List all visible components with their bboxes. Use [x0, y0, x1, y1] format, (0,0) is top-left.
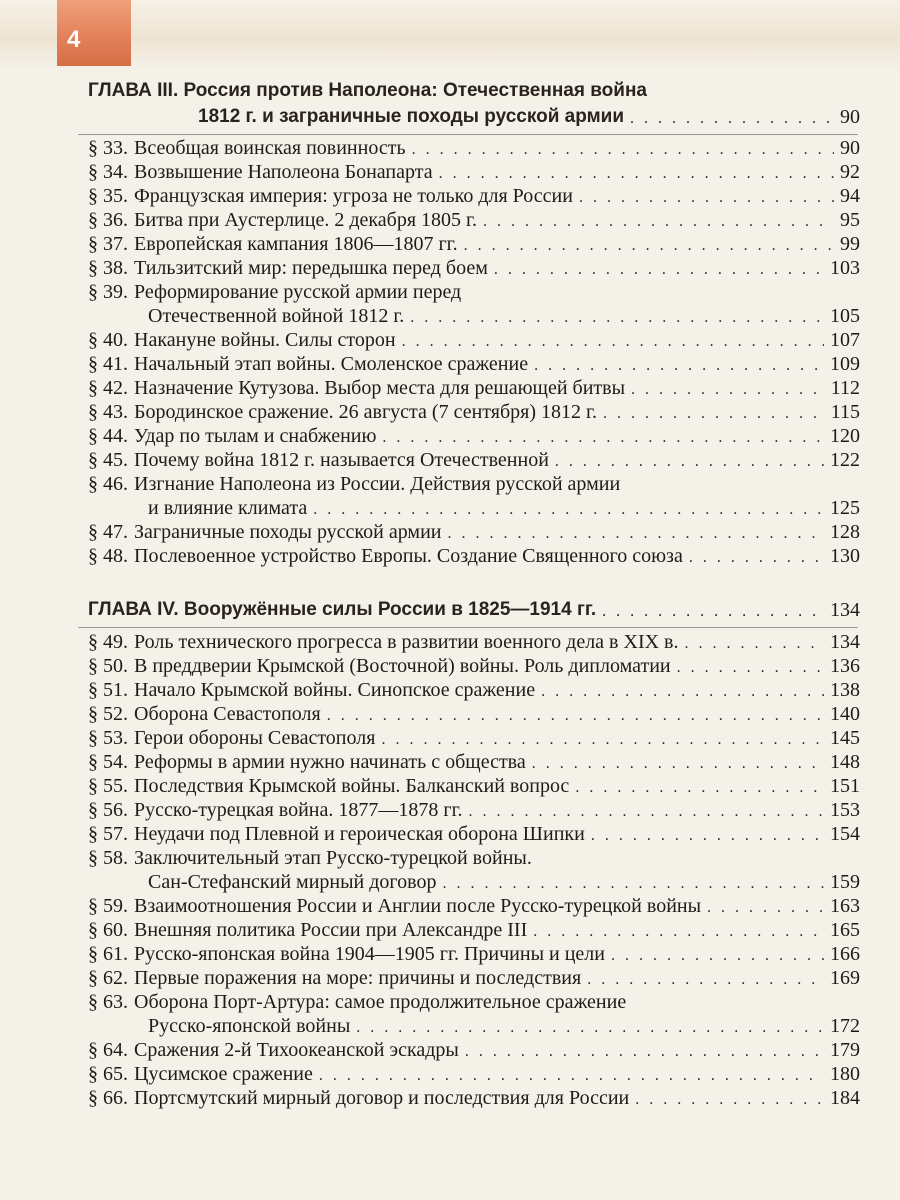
- leader-dots: [465, 1042, 824, 1062]
- page-ref: 105: [830, 305, 860, 327]
- section-title: Возвышение Наполеона Бонапарта: [134, 161, 433, 183]
- section-number: § 38.: [88, 257, 128, 279]
- section-title: Портсмутский мирный договор и последствия для России: [134, 1087, 630, 1109]
- leader-dots: [603, 404, 825, 424]
- toc-entry[interactable]: [88, 894, 860, 918]
- leader-dots: [575, 778, 824, 798]
- section-number: § 47.: [88, 521, 128, 543]
- section-number: § 55.: [88, 775, 128, 797]
- section-title: Удар по тылам и снабжению: [134, 425, 377, 447]
- section-number: § 56.: [88, 799, 128, 821]
- leader-dots: [382, 428, 824, 448]
- leader-dots: [541, 682, 824, 702]
- page-ref: 128: [830, 521, 860, 543]
- section-title: Начало Крымской войны. Синопское сражение: [134, 679, 536, 701]
- chapter-title: ГЛАВА IV. Вооружённые силы России в 1825—1914 гг.: [88, 599, 597, 620]
- section-number: § 59.: [88, 895, 128, 917]
- page-ref: 109: [830, 353, 860, 375]
- toc-entry[interactable]: [88, 702, 860, 726]
- page-ref: 159: [830, 871, 860, 893]
- toc-entry[interactable]: [88, 520, 860, 544]
- page-ref: 184: [830, 1087, 860, 1109]
- section-title: Начальный этап войны. Смоленское сражение: [134, 353, 529, 375]
- leader-dots: [442, 874, 824, 894]
- toc-entry[interactable]: [88, 774, 860, 798]
- section-title: Заграничные походы русской армии: [134, 521, 442, 543]
- toc-entry[interactable]: [88, 136, 860, 160]
- page-header-strip: [0, 0, 900, 70]
- page-ref: 125: [830, 497, 860, 519]
- chapter-title-line2: 1812 г. и заграничные походы русской армии: [198, 106, 625, 127]
- page-ref: 151: [830, 775, 860, 797]
- toc-entry[interactable]: [88, 822, 860, 846]
- section-title-cont: и влияние климата: [148, 497, 308, 519]
- section-number: § 44.: [88, 425, 128, 447]
- toc-entry[interactable]: [88, 352, 860, 376]
- section-title: Герои обороны Севастополя: [134, 727, 376, 749]
- toc-entry[interactable]: [88, 750, 860, 774]
- page-ref: 166: [830, 943, 860, 965]
- leader-dots: [555, 452, 824, 472]
- section-title: Реформирование русской армии перед: [134, 281, 462, 303]
- section-title: Неудачи под Плевной и героическая оборона Шипки: [134, 823, 585, 845]
- leader-dots: [677, 658, 824, 678]
- page-ref: 179: [830, 1039, 860, 1061]
- leader-dots: [327, 706, 824, 726]
- section-number: § 54.: [88, 751, 128, 773]
- page-ref: 112: [830, 377, 860, 399]
- page-ref: 92: [840, 161, 860, 183]
- section-number: § 40.: [88, 329, 128, 351]
- leader-dots: [447, 524, 824, 544]
- section-number: § 65.: [88, 1063, 128, 1085]
- page-ref: 172: [830, 1015, 860, 1037]
- section-number: § 60.: [88, 919, 128, 941]
- page-ref: 120: [830, 425, 860, 447]
- toc-entry[interactable]: [88, 448, 860, 472]
- leader-dots: [635, 1090, 824, 1110]
- page-ref: 140: [830, 703, 860, 725]
- toc-entry[interactable]: [88, 400, 860, 424]
- page-ref: 154: [830, 823, 860, 845]
- section-number: § 33.: [88, 137, 128, 159]
- leader-dots: [707, 898, 824, 918]
- leader-dots: [630, 109, 834, 129]
- leader-dots: [464, 236, 834, 256]
- leader-dots: [356, 1018, 824, 1038]
- toc-entry[interactable]: [88, 208, 860, 232]
- chapter-heading[interactable]: [88, 598, 860, 622]
- page-ref: 103: [830, 257, 860, 279]
- section-number: § 34.: [88, 161, 128, 183]
- toc-entry[interactable]: [88, 544, 860, 568]
- section-title: Французская империя: угроза не только для России: [134, 185, 573, 207]
- section-number: § 39.: [88, 281, 128, 303]
- page-ref: 134: [830, 599, 860, 621]
- section-number: § 53.: [88, 727, 128, 749]
- leader-dots: [483, 212, 834, 232]
- leader-dots: [631, 380, 825, 400]
- page-ref: 136: [830, 655, 860, 677]
- section-number: § 43.: [88, 401, 128, 423]
- toc-entry[interactable]: [88, 280, 860, 304]
- leader-dots: [402, 332, 824, 352]
- leader-dots: [534, 356, 824, 376]
- section-title: Битва при Аустерлице. 2 декабря 1805 г.: [134, 209, 477, 231]
- section-title: Назначение Кутузова. Выбор места для решающей битвы: [134, 377, 626, 399]
- section-number: § 62.: [88, 967, 128, 989]
- page-ref: 90: [840, 137, 860, 159]
- toc-entry-continuation[interactable]: [148, 870, 860, 894]
- toc-entry[interactable]: [88, 678, 860, 702]
- leader-dots: [591, 826, 824, 846]
- divider: [78, 627, 858, 628]
- section-number: § 66.: [88, 1087, 128, 1109]
- page-ref: 163: [830, 895, 860, 917]
- section-title: Оборона Порт-Артура: самое продолжительное сражение: [134, 991, 627, 1013]
- toc-entry[interactable]: [88, 256, 860, 280]
- toc-entry[interactable]: [88, 630, 860, 654]
- section-title-cont: Сан-Стефанский мирный договор: [148, 871, 437, 893]
- section-number: § 57.: [88, 823, 128, 845]
- page-ref: 148: [830, 751, 860, 773]
- leader-dots: [494, 260, 824, 280]
- section-title: Русско-японская война 1904—1905 гг. Причины и цели: [134, 943, 605, 965]
- leader-dots: [602, 602, 824, 622]
- page-ref: 90: [840, 106, 860, 128]
- section-number: § 49.: [88, 631, 128, 653]
- toc-entry[interactable]: [88, 184, 860, 208]
- section-title: Всеобщая воинская повинность: [134, 137, 406, 159]
- divider: [78, 134, 858, 135]
- leader-dots: [579, 188, 834, 208]
- toc-entry[interactable]: [88, 846, 860, 870]
- page-ref: 99: [840, 233, 860, 255]
- section-title: Бородинское сражение. 26 августа (7 сентября) 1812 г.: [134, 401, 597, 423]
- page-ref: 95: [840, 209, 860, 231]
- section-number: § 58.: [88, 847, 128, 869]
- leader-dots: [469, 802, 824, 822]
- page-ref: 134: [830, 631, 860, 653]
- page-ref: 94: [840, 185, 860, 207]
- leader-dots: [533, 922, 824, 942]
- toc-entry[interactable]: [88, 654, 860, 678]
- page-ref: 138: [830, 679, 860, 701]
- section-title: Цусимское сражение: [134, 1063, 313, 1085]
- toc-entry[interactable]: [88, 1062, 860, 1086]
- section-title: Сражения 2-й Тихоокеанской эскадры: [134, 1039, 459, 1061]
- toc-entry[interactable]: [88, 376, 860, 400]
- toc-entry[interactable]: [88, 942, 860, 966]
- page-ref: 115: [830, 401, 860, 423]
- toc-entry[interactable]: [88, 160, 860, 184]
- page-ref: 130: [830, 545, 860, 567]
- page-ref: 180: [830, 1063, 860, 1085]
- toc-entry-continuation[interactable]: [148, 1014, 860, 1038]
- section-title: Заключительный этап Русско-турецкой войны.: [134, 847, 532, 869]
- page-ref: 153: [830, 799, 860, 821]
- chapter-title-line1: ГЛАВА III. Россия против Наполеона: Отечественная война: [88, 80, 647, 101]
- toc-entry-continuation[interactable]: [148, 304, 860, 328]
- toc-entry[interactable]: [88, 726, 860, 750]
- section-number: § 50.: [88, 655, 128, 677]
- page-ref: 145: [830, 727, 860, 749]
- section-title: Европейская кампания 1806—1807 гг.: [134, 233, 458, 255]
- section-title: Последствия Крымской войны. Балканский вопрос: [134, 775, 570, 797]
- leader-dots: [439, 164, 834, 184]
- toc-entry[interactable]: [88, 990, 860, 1014]
- section-title: Тильзитский мир: передышка перед боем: [134, 257, 488, 279]
- leader-dots: [319, 1066, 824, 1086]
- leader-dots: [410, 308, 824, 328]
- section-title: В преддверии Крымской (Восточной) войны. Роль дипломатии: [134, 655, 671, 677]
- section-title: Реформы в армии нужно начинать с общества: [134, 751, 526, 773]
- page-ref: 169: [830, 967, 860, 989]
- section-title: Русско-турецкая война. 1877—1878 гг.: [134, 799, 463, 821]
- section-number: § 48.: [88, 545, 128, 567]
- section-title: Накануне войны. Силы сторон: [134, 329, 396, 351]
- page-ref: 107: [830, 329, 860, 351]
- section-title: Послевоенное устройство Европы. Создание Священного союза: [134, 545, 683, 567]
- leader-dots: [685, 634, 825, 654]
- section-title: Первые поражения на море: причины и последствия: [134, 967, 582, 989]
- section-number: § 45.: [88, 449, 128, 471]
- toc-entry[interactable]: [88, 1038, 860, 1062]
- page-ref: 165: [830, 919, 860, 941]
- toc-entry[interactable]: [88, 918, 860, 942]
- section-title: Роль технического прогресса в развитии военного дела в XIX в.: [134, 631, 679, 653]
- section-number: § 46.: [88, 473, 128, 495]
- toc-entry-continuation[interactable]: [148, 496, 860, 520]
- toc-entry[interactable]: [88, 1086, 860, 1110]
- leader-dots: [412, 140, 834, 160]
- page-number-badge: [57, 0, 131, 66]
- toc-entry[interactable]: [88, 966, 860, 990]
- section-title: Внешняя политика России при Александре III: [134, 919, 528, 941]
- toc-entry[interactable]: [88, 472, 860, 496]
- section-number: § 35.: [88, 185, 128, 207]
- section-title-cont: Русско-японской войны: [148, 1015, 351, 1037]
- section-number: § 64.: [88, 1039, 128, 1061]
- section-title: Оборона Севастополя: [134, 703, 321, 725]
- section-title: Почему война 1812 г. называется Отечественной: [134, 449, 549, 471]
- section-number: § 37.: [88, 233, 128, 255]
- section-number: § 61.: [88, 943, 128, 965]
- chapter-heading[interactable]: [198, 105, 860, 129]
- leader-dots: [611, 946, 824, 966]
- leader-dots: [313, 500, 824, 520]
- page-ref: 122: [830, 449, 860, 471]
- section-number: § 52.: [88, 703, 128, 725]
- section-title: Изгнание Наполеона из России. Действия русской армии: [134, 473, 621, 495]
- toc-entry[interactable]: [88, 328, 860, 352]
- toc-entry[interactable]: [88, 232, 860, 256]
- page-number: 4: [67, 26, 81, 53]
- toc-entry[interactable]: [88, 424, 860, 448]
- leader-dots: [381, 730, 824, 750]
- leader-dots: [689, 548, 824, 568]
- leader-dots: [587, 970, 824, 990]
- section-number: § 51.: [88, 679, 128, 701]
- section-number: § 63.: [88, 991, 128, 1013]
- leader-dots: [532, 754, 824, 774]
- section-title: Взаимоотношения России и Англии после Русско-турецкой войны: [134, 895, 702, 917]
- section-number: § 36.: [88, 209, 128, 231]
- section-title-cont: Отечественной войной 1812 г.: [148, 305, 405, 327]
- section-number: § 41.: [88, 353, 128, 375]
- toc-entry[interactable]: [88, 798, 860, 822]
- section-number: § 42.: [88, 377, 128, 399]
